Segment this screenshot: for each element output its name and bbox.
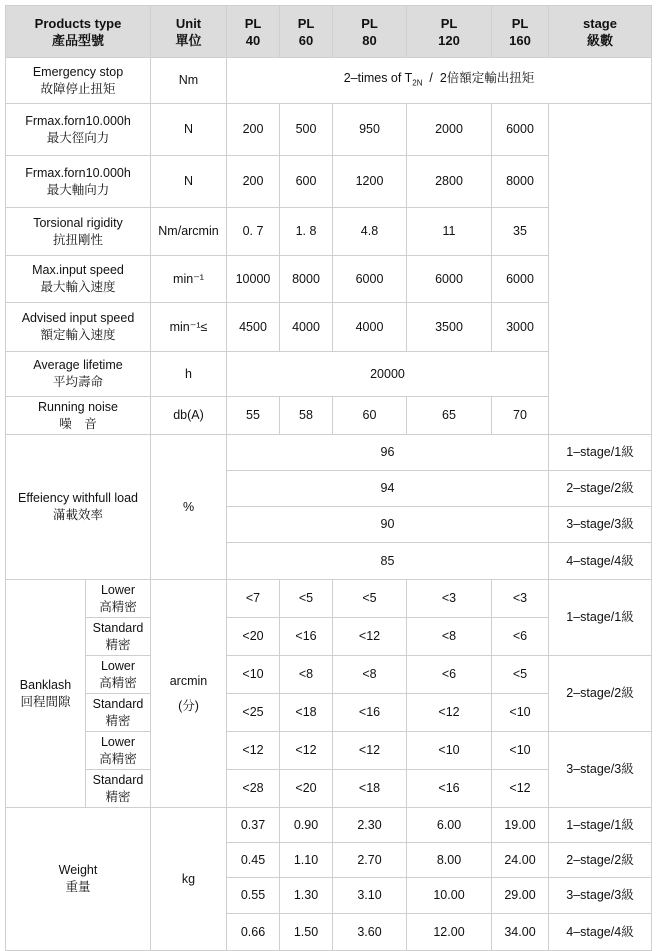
header-product: Products type 產品型號 [6,6,151,58]
cell-value: <3 [492,580,549,618]
efficiency-value: 90 [227,507,549,543]
stage-label: 1–stage/1級 [549,580,652,656]
cell-value: 3000 [492,303,549,352]
row-backlash [6,732,652,770]
row-label: Running noise 噪 音 [6,397,151,435]
cell-value: 10000 [227,256,280,303]
cell-value: 3500 [407,303,492,352]
cell-value: 1. 8 [280,208,333,256]
header-model: PL 40 [227,6,280,58]
cell-value: 4000 [333,303,407,352]
precision-type: Lower 高精密 [86,732,151,770]
cell-value: <6 [407,656,492,694]
cell-value: 4.8 [333,208,407,256]
row-label: Advised input speed 額定輸入速度 [6,303,151,352]
cell-value: 8000 [492,156,549,208]
cell-value: 2.30 [333,808,407,843]
cell-value: 0.37 [227,808,280,843]
cell-value: 3.60 [333,914,407,951]
cell-value: 950 [333,104,407,156]
cell-value: <28 [227,770,280,808]
precision-type: Standard 精密 [86,618,151,656]
cell-value: 3.10 [333,878,407,914]
stage-label: 1–stage/1級 [549,435,652,471]
cell-value: <18 [280,694,333,732]
cell-value: 6.00 [407,808,492,843]
row-label: Frmax.forn10.000h 最大軸向力 [6,156,151,208]
precision-type: Standard 精密 [86,770,151,808]
row-unit: N [151,104,227,156]
header-unit: Unit 單位 [151,6,227,58]
cell-value: <8 [333,656,407,694]
spec-table [5,5,652,951]
lifetime-value: 20000 [227,352,549,397]
stage-label: 2–stage/2級 [549,471,652,507]
cell-value: <10 [492,694,549,732]
cell-value: 12.00 [407,914,492,951]
cell-value: 0. 7 [227,208,280,256]
cell-value: <12 [333,732,407,770]
emergency-value: 2–times of $T_{2N} / 2$倍額定輸出扭矩 [227,58,652,104]
cell-value: 2800 [407,156,492,208]
header-model: PL 120 [407,6,492,58]
header-stage: stage 級數 [549,6,652,58]
cell-value: <6 [492,618,549,656]
row-backlash [6,656,652,694]
cell-value: <5 [280,580,333,618]
row-emergency [6,58,652,104]
efficiency-unit: % [151,435,227,580]
cell-value: 200 [227,104,280,156]
stage-label: 2–stage/2級 [549,656,652,732]
cell-value: 35 [492,208,549,256]
cell-value: <10 [407,732,492,770]
cell-value: 6000 [492,256,549,303]
cell-value: 6000 [492,104,549,156]
header-model: PL 80 [333,6,407,58]
cell-value: 2000 [407,104,492,156]
cell-value: <20 [280,770,333,808]
backlash-label: Banklash 回程間隙 [6,580,86,808]
efficiency-value: 85 [227,543,549,580]
stage-empty [549,104,652,435]
cell-value: 34.00 [492,914,549,951]
row-label: Frmax.forn10.000h 最大徑向力 [6,104,151,156]
cell-value: 1200 [333,156,407,208]
cell-value: <16 [280,618,333,656]
header-row [6,6,652,58]
precision-type: Lower 高精密 [86,656,151,694]
cell-value: 4500 [227,303,280,352]
header-model: PL 60 [280,6,333,58]
row-label: Average lifetime 平均壽命 [6,352,151,397]
cell-value: 24.00 [492,843,549,878]
cell-value: 600 [280,156,333,208]
cell-value: <7 [227,580,280,618]
cell-value: 0.66 [227,914,280,951]
cell-value: 1.10 [280,843,333,878]
cell-value: <8 [407,618,492,656]
row-unit: N [151,156,227,208]
row-unit: db(A) [151,397,227,435]
precision-type: Lower 高精密 [86,580,151,618]
efficiency-value: 94 [227,471,549,507]
cell-value: 2.70 [333,843,407,878]
cell-value: <18 [333,770,407,808]
cell-value: 4000 [280,303,333,352]
cell-value: 11 [407,208,492,256]
cell-value: <10 [227,656,280,694]
cell-value: 55 [227,397,280,435]
weight-label: Weight 重量 [6,808,151,951]
cell-value: <12 [492,770,549,808]
row-label: Max.input speed 最大輸入速度 [6,256,151,303]
cell-value: <16 [407,770,492,808]
cell-value: <3 [407,580,492,618]
stage-label: 4–stage/4級 [549,543,652,580]
row-unit: min⁻¹≤ [151,303,227,352]
row-unit: Nm/arcmin [151,208,227,256]
precision-type: Standard 精密 [86,694,151,732]
header-model: PL 160 [492,6,549,58]
row-efficiency [6,435,652,471]
cell-value: <20 [227,618,280,656]
row-backlash [6,580,652,618]
row-label: Emergency stop 故障停止扭矩 [6,58,151,104]
cell-value: 29.00 [492,878,549,914]
cell-value: <8 [280,656,333,694]
weight-unit: kg [151,808,227,951]
cell-value: 70 [492,397,549,435]
cell-value: <10 [492,732,549,770]
cell-value: 19.00 [492,808,549,843]
cell-value: 0.45 [227,843,280,878]
stage-label: 4–stage/4級 [549,914,652,951]
cell-value: 65 [407,397,492,435]
row-weight [6,808,652,843]
cell-value: 200 [227,156,280,208]
row-unit: h [151,352,227,397]
cell-value: 0.55 [227,878,280,914]
cell-value: 10.00 [407,878,492,914]
cell-value: <25 [227,694,280,732]
cell-value: 1.30 [280,878,333,914]
cell-value: <5 [492,656,549,694]
cell-value: 60 [333,397,407,435]
cell-value: <12 [407,694,492,732]
cell-value: 8000 [280,256,333,303]
cell-value: 1.50 [280,914,333,951]
efficiency-value: 96 [227,435,549,471]
row-radial [6,104,652,156]
cell-value: 6000 [333,256,407,303]
backlash-unit: arcmin (分) [151,580,227,808]
stage-label: 3–stage/3級 [549,507,652,543]
stage-label: 1–stage/1級 [549,808,652,843]
cell-value: 58 [280,397,333,435]
stage-label: 3–stage/3級 [549,732,652,808]
cell-value: <12 [227,732,280,770]
cell-value: 8.00 [407,843,492,878]
row-unit: min⁻¹ [151,256,227,303]
cell-value: <5 [333,580,407,618]
stage-label: 2–stage/2級 [549,843,652,878]
cell-value: 0.90 [280,808,333,843]
row-label: Torsional rigidity 抗扭剛性 [6,208,151,256]
row-unit: Nm [151,58,227,104]
cell-value: <16 [333,694,407,732]
cell-value: <12 [333,618,407,656]
cell-value: 500 [280,104,333,156]
cell-value: <12 [280,732,333,770]
efficiency-label: Effeiency withfull load 滿載效率 [6,435,151,580]
stage-label: 3–stage/3級 [549,878,652,914]
cell-value: 6000 [407,256,492,303]
